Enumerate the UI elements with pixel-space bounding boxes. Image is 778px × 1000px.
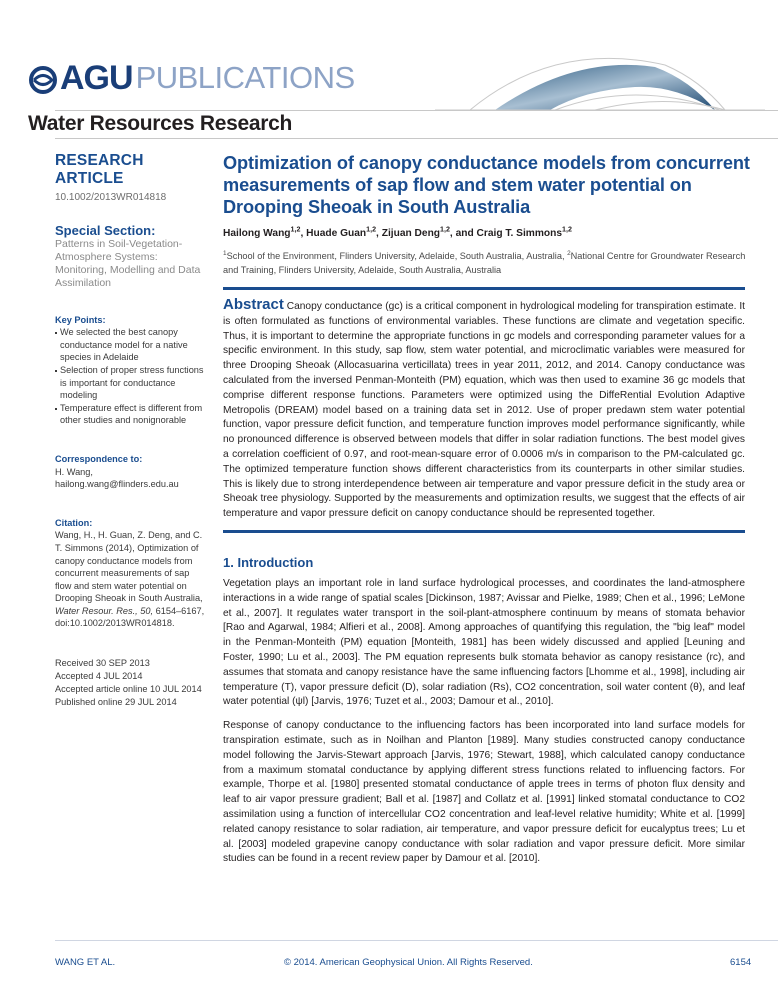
correspondence-email[interactable]: hailong.wang@flinders.edu.au bbox=[55, 479, 179, 490]
date-accepted-online: Accepted article online 10 JUL 2014 bbox=[55, 684, 202, 695]
article-type: RESEARCH ARTICLE bbox=[55, 152, 144, 187]
footer-divider bbox=[55, 940, 778, 941]
citation-journal: Water Resour. Res., 50, bbox=[55, 605, 154, 616]
author-name[interactable]: Zijuan Deng bbox=[381, 228, 441, 239]
date-received: Received 30 SEP 2013 bbox=[55, 658, 150, 669]
abstract-heading: Abstract bbox=[223, 296, 284, 313]
citation-pages[interactable]: 6154–6167, doi:10.1002/2013WR014818. bbox=[55, 605, 205, 629]
agu-logo-icon bbox=[28, 65, 58, 95]
article-title: Optimization of canopy conductance models from concurrent measurements of sap flow and stem water potential on Drooping Sheoak in South Australia bbox=[223, 153, 750, 217]
article-dates bbox=[55, 657, 205, 709]
agu-publications-logo bbox=[28, 55, 355, 95]
citation-text: Wang, H., H. Guan, Z. Deng, and C. T. Simmons (2014), Optimization of canopy conductance models from concurrent measurements of sap flow and stem water potential on Drooping Sheoak in South Australia, bbox=[55, 530, 203, 604]
paragraph: Response of canopy conductance to the influencing factors has been incorporated into land surface models for transpiration estimate, such as in Noilhan and Planton [1989]. Many studies constructed canopy conductance model following the Jarvis-Stewart approach [Jarvis, 1976; Stewart, 1988], which calculated canopy conductance from a maximum stomatal conductance by applying different stress functions related to influencing factors. For example, Thorpe et al. [1980] presented stomatal conductance of apple trees in terms of photon flux density and leaf to air vapor pressure gradient; Ball et al. [1987] and Collatz et al. [1991] linked stomatal conductance to CO2 assimilation using a function of intercellular CO2 concentration and leaf-level relative humidity; White et al. [1999] related canopy resistance to solar radiation, air temperature, and vapor pressure deficit for eucalyptus trees; Lu et al. [2003] modeled grapevine canopy conductance with solar radiation and vapor pressure deficit. More similar studies can be found in a recent review paper by Damour et al. [2010]. bbox=[223, 720, 745, 865]
special-section-text: Patterns in Soil-Vegetation-Atmosphere Systems: Monitoring, Modelling and Data Assimilation bbox=[55, 237, 201, 289]
affiliation-number: 1 bbox=[223, 249, 227, 257]
citation-heading: Citation: bbox=[55, 517, 93, 528]
key-point: Temperature effect is different from other studies and nonignorable bbox=[55, 402, 205, 427]
section-heading-introduction: 1. Introduction bbox=[223, 554, 314, 570]
sidebar bbox=[55, 152, 205, 709]
doi[interactable]: 10.1002/2013WR014818 bbox=[55, 192, 167, 203]
key-point: We selected the best canopy conductance model for a native species in Adelaide bbox=[55, 326, 205, 364]
author-list: Hailong Wang$^{1,2}$, Huade Guan$^{1,2}$, Zijuan Deng$^{1,2}$, and Craig T. Simmons$^{1,2}$ bbox=[223, 225, 572, 239]
journal-divider bbox=[55, 138, 778, 139]
author-name[interactable]: Hailong Wang bbox=[223, 228, 291, 239]
footer-copyright: © 2014. American Geophysical Union. All Rights Reserved. bbox=[284, 957, 533, 968]
author-affiliation: 1,2 bbox=[366, 225, 377, 234]
key-points-list bbox=[55, 326, 205, 427]
date-accepted: Accepted 4 JUL 2014 bbox=[55, 671, 143, 682]
author-affiliation: 1,2 bbox=[562, 225, 572, 234]
author-name[interactable]: Huade Guan bbox=[306, 228, 367, 239]
ocean-wave-banner bbox=[435, 45, 765, 115]
key-points-heading: Key Points: bbox=[55, 314, 106, 325]
header-divider bbox=[55, 110, 778, 111]
correspondence-heading: Correspondence to: bbox=[55, 453, 143, 464]
logo-publications-text: PUBLICATIONS bbox=[135, 60, 355, 95]
footer-page-number: 6154 bbox=[730, 957, 752, 968]
footer-author: WANG ET AL. bbox=[55, 957, 116, 968]
journal-title: Water Resources Research bbox=[28, 112, 292, 135]
affiliation-text: School of the Environment, Flinders University, Adelaide, South Australia, Australia, bbox=[226, 251, 565, 261]
affiliations bbox=[223, 249, 758, 277]
abstract bbox=[223, 298, 745, 522]
author-affiliation: 1,2 bbox=[290, 225, 301, 234]
key-point: Selection of proper stress functions is important for conductance modeling bbox=[55, 364, 205, 402]
article-main bbox=[223, 152, 758, 867]
abstract-text: Canopy conductance (gc) is a critical component in hydrological modeling for transpiration estimate. It is often formulated as functions of environmental variables. These functions are climate and vegetation specific. Thus, it is important to determine the appropriate functions in gc models and corresponding parameter values for a specific environment. In this study, sap flow, stem water potential, and microclimatic variables were measured for three Drooping Sheoak (Allocasuarina verticillata) trees in year 2011, 2012, and 2014. Canopy conductance was calculated from the inversed Penman-Monteith (PM) equation, which was then used to examine 36 gc models that comprise different response functions. Parameters were optimized using the DiffeRential Evolution Adaptive Metropolis (DREAM) model based on a training data set in 2012. Use of proper predawn stem water potential function, vapor pressure deficit function, and temperature function improves model performance significantly, while no pronounced difference is observed between models that differ in solar radiation functions. The best model gives a correlation coefficient of 0.97, and root-mean-square error of 0.0006 m/s in comparison to the PM-calculated gc. The optimized temperature function shows different characteristics from its counterparts in other similar studies. This is likely due to strong interdependence between air temperature and vapor pressure deficit in the study area or Sheoak tree physiology. Supported by the measurements and optimization results, we suggest that the effects of air temperature and vapor pressure deficit on canopy conductance should be represented together. bbox=[223, 301, 745, 520]
paragraph: Vegetation plays an important role in land surface hydrological processes, and coordinates the land-atmosphere interactions in a wide range of spatial scales [Dickinson, 1987; Avissar and Pielke, 1989; Chen et al., 1996; LeMone et al., 2007]. It regulates water transport in the soil-plant-atmosphere continuum by means of stomata behavior [Rao and Agarwal, 1984; Alfieri et al., 2008]. Among approaches of quantifying this regulation, the "big leaf" model in the Penman-Monteith (PM) equation [Monteith, 1981] has been widely discussed and applied [Leuning and Foster, 1990; Lu et al., 2003]. The PM equation represents bulk stomata behavior as canopy resistance (rc), and assumes that stomata and canopy resistance have the same influencing factors [Lhomme et al., 1998], including air temperature (T), vapor pressure deficit (D), solar radiation (Rs), CO2 concentration, soil water content (θ), and leaf water potential (ψl) [Jarvis, 1976; Tuzet et al., 2003; Damour et al., 2010]. bbox=[223, 577, 745, 708]
author-name[interactable]: Craig T. Simmons bbox=[476, 228, 563, 239]
abstract-bottom-rule bbox=[223, 530, 745, 533]
citation bbox=[55, 529, 205, 630]
correspondence-name: H. Wang, bbox=[55, 466, 93, 477]
abstract-top-rule bbox=[223, 287, 745, 290]
author-affiliation: 1,2 bbox=[440, 225, 450, 234]
affiliation-number: 2 bbox=[567, 249, 571, 257]
logo-agu-text: AGU bbox=[60, 59, 133, 97]
affiliation-text: National Centre for Groundwater Research and Training, Flinders University, Adelaide, South Australia, Australia bbox=[223, 251, 746, 275]
date-published: Published online 29 JUL 2014 bbox=[55, 697, 177, 708]
special-section-heading: Special Section: bbox=[55, 222, 156, 238]
